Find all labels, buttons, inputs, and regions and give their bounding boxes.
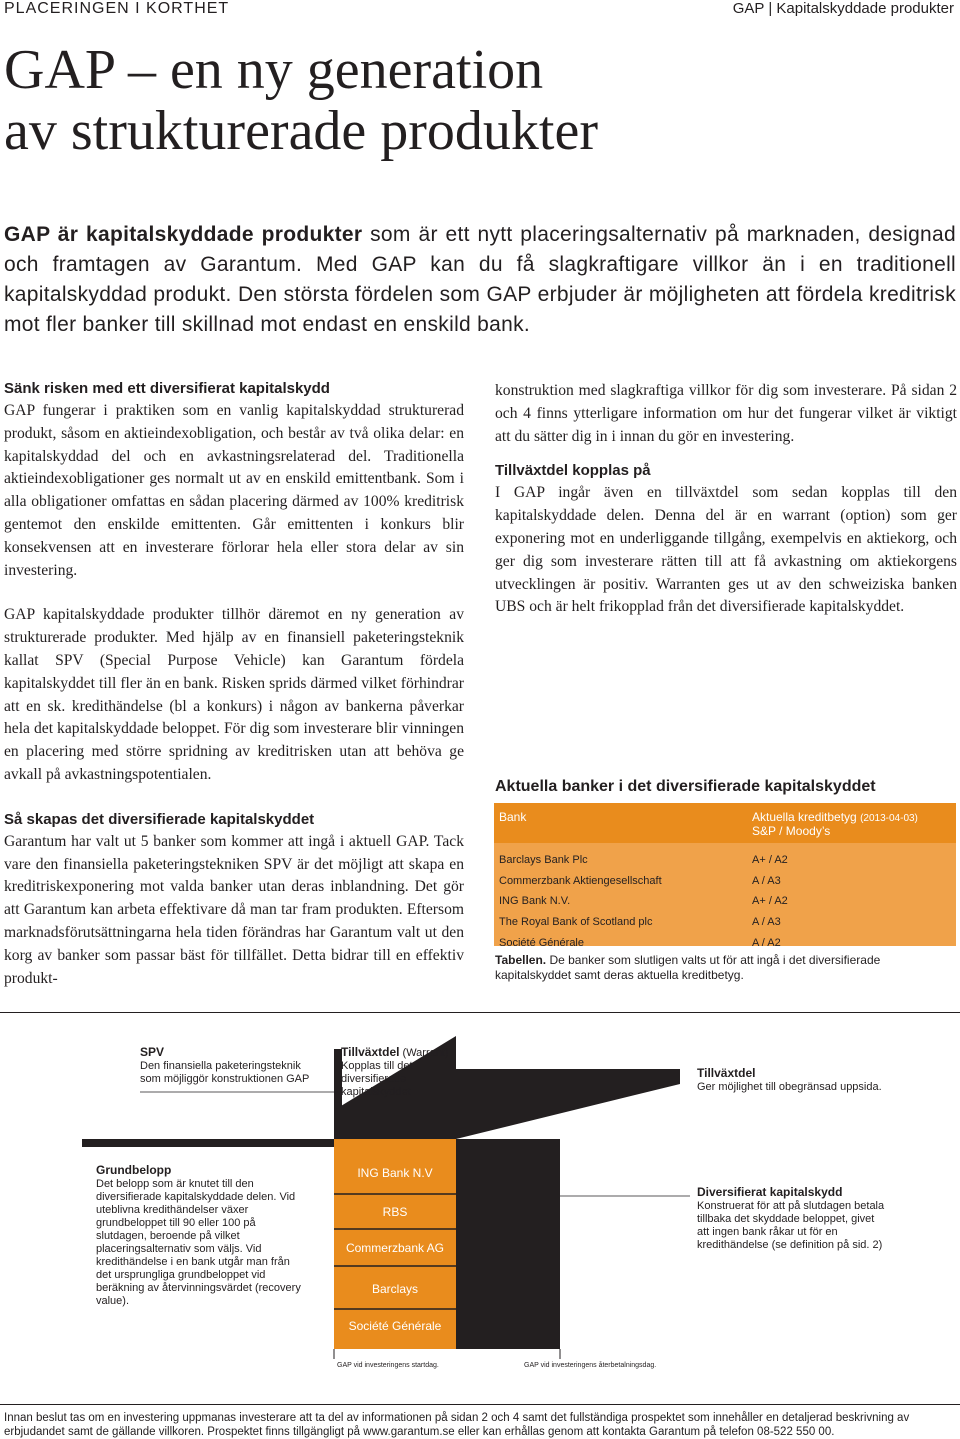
bank-rating: A+ / A2 — [752, 895, 788, 908]
left-paragraph-3: Garantum har valt ut 5 banker som kommer att ingå i aktuell GAP. Tack vare den finansiella paketeringstekniken SPV är det möjligt att skapa en kreditriskexponering mot valda banker utan deras inblandning. Det gör att Garantum kan arbeta effektivare då man tar fram produkten. Eftersom marknadsförutsättningarna hela tiden förändras har Garantum valt ut den korg av banker som passar bäst för tillfället. Detta bidrar till en effektiv produkt- — [4, 832, 464, 987]
left-column — [4, 378, 464, 990]
end-date-label: GAP vid investeringens återbetalningsdag. — [524, 1362, 657, 1369]
growth-arrow — [456, 1069, 680, 1139]
right-dark-block — [456, 1139, 560, 1349]
table-row — [494, 912, 956, 933]
diversified-title: Diversifierat kapitalskydd — [697, 1185, 843, 1199]
principal-text: Det belopp som är knutet till den diversifierade kapitalskyddade delen. Vid uteblivna kredithändelser växer grundbeloppet till 90 eller 100 på slutdagen, beroende på vilket placeringsalternativ som väljs. Vid kredithändelse i en bank utgår man från det ursprungliga grundbeloppet vid beräkning av återvinningsvärdet (recovery value). — [96, 1178, 301, 1307]
divider-bottom — [0, 1404, 960, 1405]
spv-panel — [334, 1109, 456, 1139]
caption-bold: Tabellen. — [495, 953, 547, 967]
spv-text: Den finansiella paketeringsteknik som möjliggör konstruktionen GAP — [140, 1060, 310, 1085]
section-label: PLACERINGEN I KORTHET — [4, 0, 230, 17]
page-title — [4, 40, 598, 162]
table-header-row — [494, 803, 956, 850]
stack-bank: Barclays — [371, 1282, 418, 1296]
stack-bank: RBS — [382, 1205, 408, 1219]
diversified-label — [697, 1186, 887, 1252]
bank-rating: A / A3 — [752, 874, 781, 887]
bank-name: ING Bank N.V. — [499, 895, 571, 908]
principal-label — [96, 1164, 302, 1308]
table-caption — [495, 953, 957, 983]
col-rating-date: (2013-04-03) — [860, 813, 918, 824]
header-right: GAP | Kapitalskyddade produkter — [732, 0, 954, 17]
col-rating — [747, 803, 956, 850]
warrant-text: Kopplas till det diversifierade kapitalskyddet — [341, 1060, 413, 1098]
footer-disclaimer: Innan beslut tas om en investering uppmanas investerare att ta del av informationen på sidan 2 och 4 samt det fullständiga prospektet som innehåller en detaljerad beskrivning av erbjudandet samt de gällande villkoren. Prospektet finns tillgängligt på www.garantum.se eller kan erhållas genom att kontakta Garantum på telefon 08-522 550 00. — [4, 1412, 910, 1438]
bank-name: Commerzbank Aktiengesellschaft — [499, 874, 662, 887]
stack-bank: Commerzbank AG — [345, 1241, 445, 1255]
stack-bank: ING Bank N.V — [357, 1166, 433, 1180]
spv-label — [140, 1046, 320, 1086]
table-row — [494, 891, 956, 912]
bank-name: Société Générale — [499, 936, 584, 949]
bank-name: The Royal Bank of Scotland plc — [499, 916, 653, 929]
diversified-text: Konstruerat för att på slutdagen betala tillbaka det skyddade beloppet, givet att ingen bank råkar ut för en kredithändelse (se definition på sid. 2) — [697, 1200, 885, 1251]
table-row — [494, 850, 956, 871]
title-line-1: GAP – en ny generation — [4, 39, 544, 101]
start-date-label: GAP vid investeringens startdag. — [337, 1362, 439, 1369]
right-column — [495, 380, 957, 619]
col-rating-agencies: S&P / Moody’s — [752, 824, 831, 838]
col-bank: Bank — [499, 810, 527, 824]
warrant-sub: (Warrant) — [402, 1047, 449, 1059]
bank-rating: A / A3 — [752, 916, 781, 929]
col-rating-label: Aktuella kreditbetyg — [752, 810, 857, 824]
bank-stack — [334, 1139, 456, 1349]
warrant-title: Tillväxtdel — [341, 1045, 400, 1059]
bank-name: Barclays Bank Plc — [499, 854, 588, 867]
title-line-2: av strukturerade produkter — [4, 100, 598, 162]
caption-text: De banker som slutligen valts ut för att ingå i det diversifierade kapitalskyddet samt deras aktuella kreditbetyg. — [495, 953, 881, 982]
left-paragraph-2: GAP kapitalskyddade produkter tillhör däremot en ny generation av strukturerade produkter. Med hjälp av en finansiell paketeringsteknik kallat SPV (Special Purpose Vehicle) kan Garantum fördela kapitalskyddet till fler än en bank. Risken sprids därmed vilket förhindrar att en sk. kredithändelse (bl a konkurs) i någon av bankerna påverkar hela det kapitalskyddade beloppet. För dig som investerare blir vinningen en placering med större spridning av kreditrisken utan att behöva ge avkall på avkastningspotentialen. — [4, 606, 464, 783]
left-paragraph-1: GAP fungerar i praktiken som en vanlig kapitalskyddad strukturerad produkt, såsom en aktieindexobligation, och består av två olika delar: en kapitalskyddad del och en avkastningsrelaterad del. Traditionella aktieindexobligationer ges normalt ut av en enskild emittentbank. Som i alla obligationer omfattas en sådan placering därmed av 100% kreditrisk gentemot den enskilde emittenten. Går emittenten i konkurs blir konsekvensen att en investerare förlorar hela eller stora delar av sin investering. — [4, 402, 464, 579]
stack-bank: Société Générale — [348, 1319, 442, 1333]
principal-title: Grundbelopp — [96, 1163, 172, 1177]
bank-table — [494, 803, 956, 953]
heading-diversify: Sänk risken med ett diversifierat kapitalskydd — [4, 380, 330, 397]
heading-how-created: Så skapas det diversifierade kapitalskyddet — [4, 810, 315, 828]
table-row — [494, 932, 956, 953]
warrant-label — [341, 1046, 457, 1099]
principal-line — [82, 1139, 334, 1147]
spv-title: SPV — [140, 1045, 165, 1059]
bank-rating: A+ / A2 — [752, 854, 788, 867]
table-title: Aktuella banker i det diversifierade kapitalskyddet — [495, 778, 876, 795]
lead-text: som är ett nytt placeringsalternativ på marknaden, designad och framtagen av Garantum. Med GAP kan du få slagkraftigare villkor än i en traditionell kapitalskyddad produkt. Den största fördelen som GAP erbjuder är möjligheten att fördela kreditrisk mot fler banker till skillnad mot endast en enskild bank. — [4, 223, 956, 336]
bank-rating: A / A2 — [752, 936, 781, 949]
table-row — [494, 871, 956, 892]
heading-growth: Tillväxtdel kopplas på — [495, 462, 651, 480]
growth-text: Ger möjlighet till obegränsad uppsida. — [697, 1081, 882, 1093]
growth-title: Tillväxtdel — [697, 1066, 756, 1080]
lead-paragraph — [4, 220, 956, 340]
growth-label — [697, 1067, 937, 1094]
lead-bold: GAP är kapitalskyddade produkter — [4, 223, 363, 246]
right-paragraph-0: konstruktion med slagkraftiga villkor för dig som investerare. På sidan 2 och 4 finns ytterligare information om hur det fungerar vilket är viktigt att du sätter dig in i innan du gör en investering. — [495, 382, 957, 445]
right-paragraph-1: I GAP ingår även en tillväxtdel som sedan kopplas till den kapitalskyddade delen. Denna del är en warrant (option) som ger exponering mot en underliggande tillgång, exempelvis en aktiekorg, och ger dig som investerare rätten till att få avkastning om aktiekorgens utvecklingen är positiv. Warranten ges ut av den schweiziska banken UBS och är helt frikopplad från det diversifierade kapitalskyddet. — [495, 484, 957, 616]
divider-top — [0, 1012, 960, 1013]
